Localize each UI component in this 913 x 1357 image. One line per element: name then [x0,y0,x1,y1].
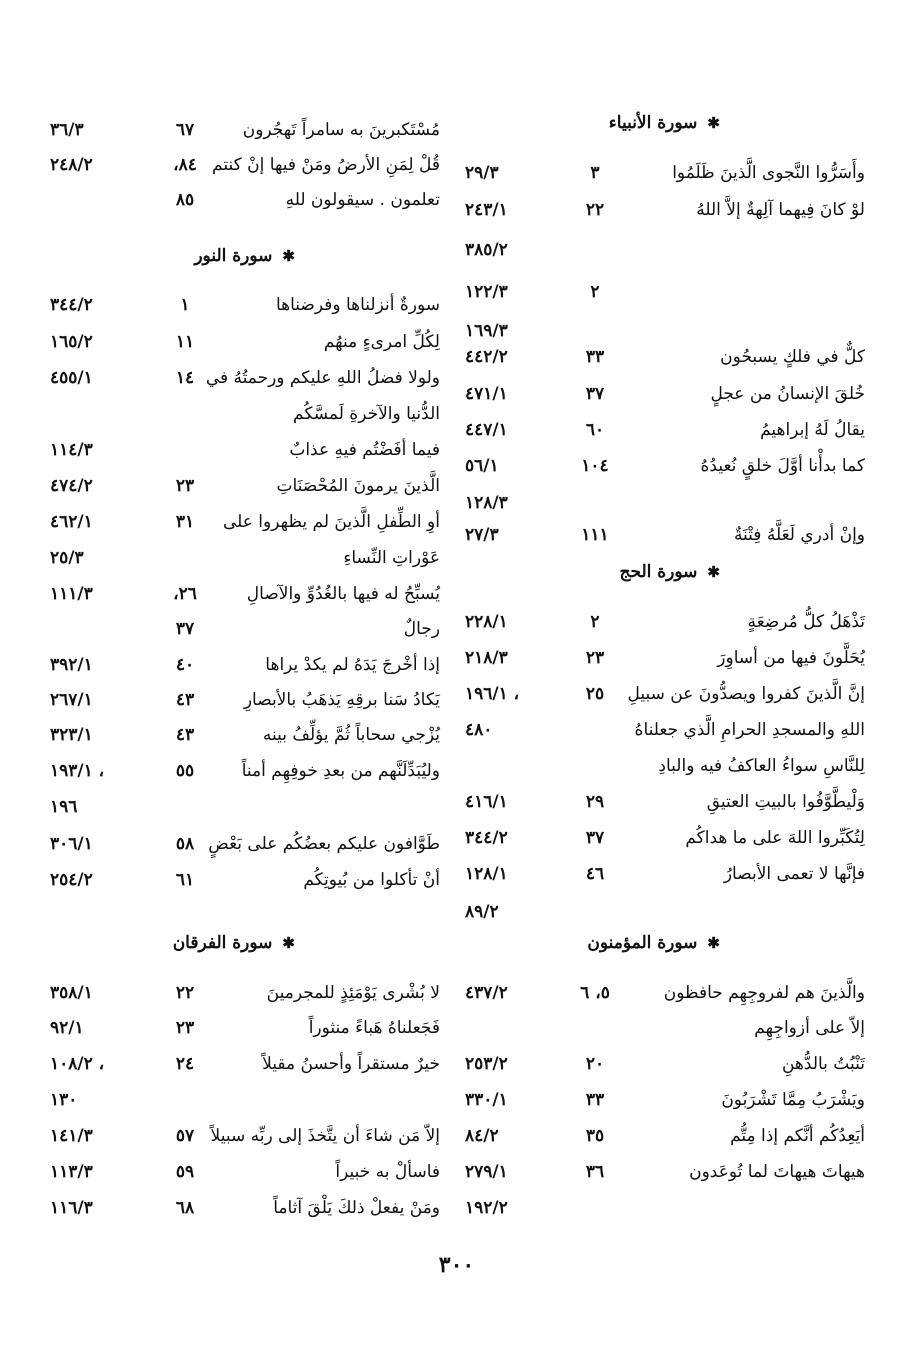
verse-number: ١ [180,295,190,315]
index-entry [50,685,440,715]
verse-number: ٥٩ [175,1162,195,1182]
page-reference: ٥٦/١ [465,456,499,476]
verse-text: الَّذينَ يرمونَ المُحْصَنَاتِ [276,476,440,496]
index-entry [465,1157,865,1187]
surah-title: سورة الفرقان [172,933,273,953]
index-entry [50,1085,440,1115]
verse-number: ٤٣ [175,725,195,745]
verse-text: فيما أفَضْتُم فيهِ عذابٌ [289,440,440,460]
index-entry [50,150,440,180]
verse-number: ٦٨ [175,1198,195,1218]
verse-text: وليُبَدِّلَنَّهم من بعدِ خوفِهِم أمناً [241,761,440,781]
asterisk-icon: ✱ [282,247,295,265]
index-entry [465,1085,865,1115]
verse-number: ٤٠ [175,655,195,675]
page-reference: ٣٨٥/٢ [465,240,508,260]
verse-number: ٣ [590,163,600,183]
index-entry [50,543,440,573]
page-reference: ١٩٢/٢ [465,1198,508,1218]
page-reference: ٤٧١/١ [465,384,508,404]
verse-number: ٥، ٦ [580,983,610,1003]
index-entry [465,1193,865,1223]
verse-text: لوْ كانَ فِيهما آلِهةٌ إلاَّ اللهُ [696,200,865,220]
index-entry [50,399,440,429]
verse-text: يقالُ لَهُ إبراهيمُ [760,420,865,440]
verse-text: تَذْهَلُ كلُّ مُرضِعَةٍ [747,612,865,632]
verse-number: ٣٣ [585,1090,605,1110]
verse-text: إنَّ الَّذينَ كفروا ويصدُّونَ عن سبيلِ [627,684,865,704]
verse-number: ٥٨ [175,834,195,854]
verse-number: ٢٦، [173,584,197,604]
verse-number: ١١ [175,332,195,352]
index-entry [50,579,440,609]
index-entry [465,415,865,445]
verse-number: ١١١ [581,525,609,545]
page-reference: ٤٨٠ [465,720,493,740]
page-reference: ٢٩/٣ [465,163,499,183]
asterisk-icon: ✱ [707,114,720,132]
page-reference: ٣٦/٣ [50,120,84,140]
page-reference: ١١٦/٣ [50,1198,93,1218]
verse-text: تعلمون . سيقولون للهِ [285,190,440,210]
verse-text: الدُّنيا والآخرةِ لَمسَّكُم [293,404,440,424]
surah-title: سورة النور [194,246,273,266]
verse-number: ٢٣ [585,648,605,668]
page-reference: ٣٤٤/٢ [50,295,93,315]
page-reference: ٩٢/١ [50,1018,84,1038]
page-reference: ١٣٠ [50,1090,78,1110]
page-number: ٣٠٠ [438,1252,475,1278]
index-entry [465,978,865,1008]
page-reference: ٢٥٣/٢ [465,1054,508,1074]
page-reference: ١٩٣/١ ، [50,761,105,781]
index-entry [50,614,440,644]
index-entry [50,435,440,465]
page-reference: ١٢٢/٣ [465,282,508,302]
index-entry [465,787,865,817]
page-reference: ١٦٩/٣ [465,321,508,341]
verse-text: أنْ تأكلوا من بُيوتِكُم [303,870,440,890]
verse-text: لا بُشْرى يَوْمَئِذٍ للمجرمينَ [266,983,440,1003]
page-reference: ١٩٦ [50,797,78,817]
page-reference: ٤٥٥/١ [50,368,93,388]
verse-text: رجالٌ [403,619,440,639]
verse-number: ٤٦ [585,864,605,884]
index-entry [465,859,865,889]
verse-text: مُسْتَكبرينَ به سامراً تَهجُرون [242,120,440,140]
asterisk-icon: ✱ [707,563,720,581]
page-reference: ٤٤٢/٢ [465,347,508,367]
verse-number: ٢ [590,612,600,632]
right-column [465,0,865,1280]
verse-text: يَكادُ سَنا برقِهِ يَذهَبُ بالأبصارِ [243,690,440,710]
verse-text: ولولا فضلُ اللهِ عليكم ورحمتُهُ في [205,368,440,388]
verse-text: طَوَّافون عليكم بعضُكُم على بَعْضٍ [208,834,440,854]
verse-text: يُسبِّحُ له فيها بالغُدُوِّ والآصالِ [246,584,440,604]
verse-number: ١٠٤ [581,456,609,476]
index-entry [50,829,440,859]
verse-text: لِلنَّاسِ سواءُ العاكفُ فيه والبادِ [658,756,865,776]
page-reference: ١١١/٣ [50,584,93,604]
index-entry [465,679,865,709]
page-reference: ٤٦٢/١ [50,512,93,532]
page-reference: ١١٣/٣ [50,1162,93,1182]
verse-number: ٣٦ [585,1162,605,1182]
verse-number: ٥٧ [175,1126,195,1146]
verse-text: فاسألْ به خبيراً [335,1162,440,1182]
page-reference: ٢٥/٣ [50,548,84,568]
index-entry [465,235,865,265]
asterisk-icon: ✱ [707,934,720,952]
index-entry [465,1049,865,1079]
index-entry [50,327,440,357]
index-entry [50,185,440,215]
index-entry [50,756,440,786]
verse-number: ٦٠ [585,420,605,440]
verse-number: ٥٥ [175,761,195,781]
page-reference: ١٤١/٣ [50,1126,93,1146]
surah-title: سورة الأنبياء [608,113,698,133]
page-reference: ٤٤٧/١ [465,420,508,440]
verse-number: ٨٥ [175,190,195,210]
page-reference: ٢١٨/٣ [465,648,508,668]
verse-text: خُلقَ الإنسانُ من عجلٍ [710,384,865,404]
index-entry [50,471,440,501]
verse-text: تَنْبُتُ بالدُّهنِ [781,1054,865,1074]
verse-text: كما بدأْنا أوَّلَ خلقٍ نُعيدُهُ [700,456,865,476]
verse-text: وَلْيطَّوَّفُوا بالبيتِ العتيقِ [706,792,865,812]
page-reference: ١١٤/٣ [50,440,93,460]
verse-number: ٢٢ [585,200,605,220]
verse-text: اللهِ والمسجدِ الحرامِ الَّذي جعلناهُ [634,720,865,740]
verse-text: فإنَّها لا تعمى الأبصارُ [723,864,865,884]
index-entry [50,115,440,145]
surah-heading [620,557,721,587]
surah-title: سورة الحج [619,562,698,582]
page-reference: ٢٢٨/١ [465,612,508,632]
index-entry [465,715,865,745]
verse-number: ٣٧ [585,828,605,848]
verse-number: ٣٧ [175,619,195,639]
surah-heading [609,108,720,138]
verse-text: وإنْ أدري لَعَلَّهُ فِتْنَةٌ [733,525,865,545]
index-entry [465,897,865,927]
verse-number: ١٤ [175,368,195,388]
surah-heading [173,928,295,958]
index-entry [465,277,865,307]
index-entry [50,1121,440,1151]
surah-heading [194,241,295,271]
verse-text: كلٌّ في فلكٍ يسبحُون [720,347,865,367]
verse-text: يُحَلَّونَ فيها من أساوِرَ [717,648,865,668]
verse-number: ٢٣ [175,476,195,496]
verse-text: قُلْ لِمَنِ الأرضُ ومَنْ فيها إنْ كنتم [212,155,440,175]
index-entry [465,195,865,225]
index-entry [50,1193,440,1223]
index-entry [465,1013,865,1043]
index-entry [50,792,440,822]
verse-text: والَّذينَ هم لفروجِهِم حافظون [663,983,865,1003]
page-reference: ٤٧٤/٢ [50,476,93,496]
verse-number: ٢٤ [175,1054,195,1074]
verse-text: يُزْجي سحاباً ثُمَّ يؤلِّفُ بينه [262,725,440,745]
index-entry [465,488,865,518]
page-reference: ٢٦٧/١ [50,690,93,710]
page-reference: ١٦٥/٢ [50,332,93,352]
index-entry [465,451,865,481]
index-entry [465,158,865,188]
verse-number: ٤٣ [175,690,195,710]
verse-text: لِتُكَبِّروا اللهَ على ما هداكُم [685,828,865,848]
asterisk-icon: ✱ [282,934,295,952]
index-entry [50,1013,440,1043]
page-reference: ٢٧٩/١ [465,1162,508,1182]
verse-text: إلاّ على أزواجِهِم [754,1018,865,1038]
verse-number: ٢٢ [175,983,195,1003]
index-entry [50,1157,440,1187]
surah-heading [587,928,720,958]
verse-number: ٢٣ [175,1018,195,1038]
verse-text: وأَسَرُّوا النَّجوى الَّذينَ ظَلَمُوا [672,163,865,183]
page-reference: ٢٧/٣ [465,525,499,545]
verse-number: ٢٠ [585,1054,605,1074]
index-entry [465,607,865,637]
page-reference: ٣٥٨/١ [50,983,93,1003]
page-reference: ٢٥٤/٢ [50,870,93,890]
page-reference: ١٩٦/١ ، [465,684,520,704]
surah-title: سورة المؤمنون [587,933,698,953]
index-entry [465,823,865,853]
verse-text: سورةٌ أنزلناها وفرضناها [275,295,440,315]
verse-number: ٢ [590,282,600,302]
page-reference: ٣٩٢/١ [50,655,93,675]
verse-number: ٦١ [175,870,195,890]
index-entry [50,978,440,1008]
verse-text: هيهاتَ هيهاتَ لما تُوعَدون [689,1162,865,1182]
page-reference: ٤١٦/١ [465,792,508,812]
page-reference: ٤٣٧/٢ [465,983,508,1003]
left-column [50,0,440,1280]
verse-number: ٨٤، [173,155,197,175]
page-reference: ٢٤٣/١ [465,200,508,220]
verse-number: ٢٩ [585,792,605,812]
verse-text: أيَعِدُكُم أنَّكم إذا مِتُّم [730,1126,865,1146]
page-reference: ٣٢٣/١ [50,725,93,745]
verse-text: خيرٌ مستقراً وأحسنُ مقيلاً [262,1054,440,1074]
index-entry [50,1049,440,1079]
verse-text: لِكُلِّ امرىءٍ منهُم [323,332,440,352]
index-entry [50,363,440,393]
page-reference: ١٢٨/١ [465,864,508,884]
verse-text: عَوْراتِ النِّساءِ [343,548,440,568]
verse-number: ٣٣ [585,347,605,367]
index-entry [465,643,865,673]
index-entry [465,751,865,781]
verse-text: فَجَعلناهُ هَباءً منثوراً [308,1018,440,1038]
index-entry [465,1121,865,1151]
verse-text: ويَشْرَبُ مِمَّا تَشْرَبُونَ [721,1090,865,1110]
verse-text: أوِ الطِّفلِ الَّذينَ لم يظهروا على [222,512,440,532]
index-entry [50,290,440,320]
verse-text: ومَنْ يفعلْ ذلكَ يَلْقَ آثاماً [273,1198,440,1218]
verse-number: ٢٥ [585,684,605,704]
index-entry [50,650,440,680]
verse-number: ٣١ [175,512,195,532]
page-reference: ٣٣٠/١ [465,1090,508,1110]
verse-number: ٣٧ [585,384,605,404]
page-reference: ٣٠٦/١ [50,834,93,854]
index-entry [50,865,440,895]
index-entry [50,720,440,750]
page-reference: ١٢٨/٣ [465,493,508,513]
page-reference: ٢٤٨/٢ [50,155,93,175]
verse-text: إلاّ مَن شاءَ أن يتَّخذَ إلى ربِّه سبيلاً [210,1126,440,1146]
index-entry [465,342,865,372]
verse-number: ٦٧ [175,120,195,140]
page-reference: ٣٤٤/٢ [465,828,508,848]
verse-number: ٣٥ [585,1126,605,1146]
index-entry [465,379,865,409]
index-entry [465,520,865,550]
page-reference: ٨٩/٢ [465,902,499,922]
page-reference: ١٠٨/٢ ، [50,1054,105,1074]
page-reference: ٨٤/٢ [465,1126,499,1146]
verse-text: إذا أخْرجَ يَدَهُ لم يكدْ يراها [265,655,440,675]
index-entry [50,507,440,537]
